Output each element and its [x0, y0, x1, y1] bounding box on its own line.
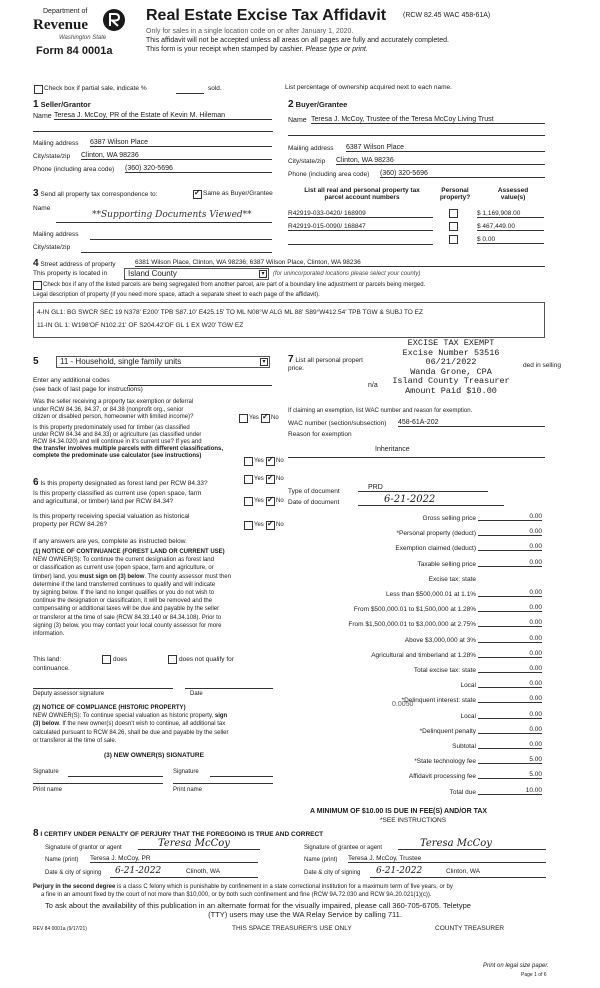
historic-yes-checkbox[interactable]	[244, 521, 253, 530]
does-not-checkbox[interactable]	[168, 655, 177, 664]
stamp-line-2: Excise Number 53516	[402, 347, 500, 358]
grantee-city-field[interactable]: Clinton, WA	[446, 868, 481, 875]
grantor-date-label: Date & city of signing	[45, 870, 102, 876]
boundary-checkbox[interactable]	[33, 281, 42, 290]
parcel-account-3[interactable]	[288, 236, 433, 245]
tax-row-value[interactable]: 0.00	[478, 528, 542, 536]
county-note: (for unincorporated locations please select your county)	[273, 271, 421, 277]
county-label: This property is located in	[33, 270, 108, 277]
additional-codes-note: (see back of last page for instructions)	[33, 386, 143, 393]
tax-row-label: Agricultural and timberland at 1.28%	[371, 652, 476, 659]
buyer-phone-field[interactable]: (360) 320-5696	[380, 170, 545, 178]
corr-city-label: City/state/zip	[33, 244, 71, 251]
treasurer-use-label: THIS SPACE TREASURER'S USE ONLY	[232, 925, 352, 932]
wac-field[interactable]: 458-61A-202	[398, 419, 545, 427]
notice-continuance: (1) NOTICE OF CONTINUANCE (FOREST LAND OR CURRENT USE) NEW OWNER(S): To continue the current designation as forest land or classification as current use (open space, farm and agriculture, or timber) land, you must sign on (3) below. The county assessor must then determine if the land transferred continues to qualify and will indicate by signing below. If the land no longer qualifies or you do not wish to continue the designation or classification, it will be removed and the compensating or additional taxes will be due and payable by the seller or transferor at the time of sale (RCW 84.33.140 or 84.34.108). Prior to signing (3) below, you may contact your local county assessor for more information.	[33, 549, 231, 638]
reason-label: Reason for exemption	[288, 431, 352, 438]
does-not-label: does not qualify for	[179, 656, 234, 663]
tax-row-label: Local	[460, 682, 476, 689]
accessibility-notice: To ask about the availability of this publication in an alternate format for the visually impaired, please call 360-705-6705. Teletype (TTY) users may use the WA Relay Service by calling 711.	[45, 901, 471, 919]
forest-no-label: No	[276, 476, 284, 482]
use-code-select[interactable]: 11 - Household, single family units ▾	[56, 356, 270, 368]
q1-yes-label: Yes	[249, 415, 259, 421]
perjury-notice: Perjury in the second degree is a class C felony which is punishable by confinement in a state correctional institution for a maximum term of five years, or by a fine in an amount fixed by the court of not more than $10,000, or by both such confinement and fine (RCW 9A.72.030 and RCW 9A.20.021(1)(c)).	[33, 884, 453, 898]
seller-mail-label: Mailing address	[33, 140, 79, 147]
new-owner-signature-title: (3) NEW OWNER(S) SIGNATURE	[104, 752, 204, 759]
corr-mail-label: Mailing address	[33, 231, 79, 238]
seller-heading: 1 Seller/Grantor	[33, 99, 91, 110]
stamp-line-3: 06/21/2022	[425, 357, 477, 367]
owner-signature-label-2: Signature	[173, 769, 199, 775]
forest-land-question: 6 Is this property designated as forest land per RCW 84.33?	[33, 477, 208, 488]
tax-row-value[interactable]: 0.00	[478, 543, 542, 551]
tax-row-value[interactable]: 0.00	[478, 635, 542, 643]
parcel-account-1[interactable]: R42919-033-0420/ 168909	[288, 210, 433, 218]
buyer-name-field[interactable]: Teresa J. McCoy, Trustee of the Teresa McCoy Living Trust	[311, 116, 545, 124]
tax-row-value[interactable]: 0.00	[478, 695, 542, 703]
partial-sold-label: sold.	[208, 85, 222, 92]
boundary-label: Check box if any of the listed parcels are being segregated from another parcel, are part of a boundary line adjustment or parcels being merged.	[43, 282, 426, 288]
parcel-value-3[interactable]: $ 0.00	[477, 236, 544, 244]
parcels-col1-header: List all real and personal property tax parcel account numbers	[304, 187, 420, 201]
tax-row-label: Taxable selling price	[417, 561, 476, 568]
tax-row-value[interactable]: 5.00	[478, 756, 542, 764]
header-note-3: This form is your receipt when stamped by cashier. Please type or print.	[146, 46, 368, 53]
stamp-line-5: Island County Treasurer	[392, 376, 510, 386]
forest-yes-label: Yes	[254, 476, 264, 482]
grantor-signature[interactable]: Teresa McCoy	[138, 838, 260, 850]
doc-date-label: Date of document	[288, 499, 340, 506]
doc-date-field[interactable]: 6-21-2022	[358, 494, 504, 506]
ownership-note: List percentage of ownership acquired next to each name.	[285, 84, 452, 91]
grantee-signature[interactable]: Teresa McCoy	[398, 838, 546, 850]
exemption-question: Was the seller receiving a property tax exemption or deferral under RCW 84.36, 84.37, or 84.38 (nonprofit org., senior citizen or disabled person, homeowner with limited income)?	[33, 399, 194, 420]
q2-no-checkbox[interactable]	[266, 457, 275, 466]
form-title: Real Estate Excise Tax Affidavit	[146, 7, 387, 24]
grantor-sig-label: Signature of grantor or agent	[45, 845, 122, 851]
tax-row-label: Affidavit processing fee	[408, 773, 476, 780]
parcel-personal-checkbox-2[interactable]	[449, 222, 458, 231]
tax-row-label: Exemption claimed (deduct)	[395, 545, 476, 552]
tax-row-value[interactable]: 0.00	[478, 680, 542, 688]
doc-type-field[interactable]: PRD	[358, 484, 488, 492]
timber-question: Is this property predominately used for timber (as classified under RCW 84.34 and 84.33) or agriculture (as classified under RCW 84.34.020) and will continue in it's current use? If yes and the transfer involves multiple parcels with different classifications, complete the predominate use calculator (see instructions)	[33, 425, 224, 459]
current-use-question: Is this property classified as current use (open space, farm and agricultural, or timber) land per RCW 84.34?	[33, 490, 202, 505]
grantee-date-field[interactable]: 6-21-2022	[376, 866, 423, 876]
tax-row-value[interactable]: 0.00	[478, 650, 542, 658]
minimum-due-note: A MINIMUM OF $10.00 IS DUE IN FEE(S) AND/OR TAX	[310, 808, 488, 815]
buyer-heading: 2 Buyer/Grantee	[288, 99, 348, 110]
certify-statement: 8 I CERTIFY UNDER PENALTY OF PERJURY THAT THE FOREGOING IS TRUE AND CORRECT	[33, 828, 324, 839]
tax-row-value[interactable]: 0.00	[478, 741, 542, 749]
buyer-city-label: City/state/zip	[288, 158, 326, 165]
legal-line-2: 11-IN GL 1: W198'OF N102.21' OF S204.42'OF GL 1 EX W20' TGW EZ	[37, 322, 244, 329]
does-label: does	[113, 656, 128, 663]
chevron-down-icon: ▾	[260, 358, 268, 366]
tax-row-label: *State technology fee	[414, 758, 476, 765]
forest-no-checkbox[interactable]	[266, 475, 275, 484]
tax-row-label: *Delinquent penalty	[419, 728, 476, 735]
seller-name-label: Name	[33, 113, 52, 120]
seller-city-label: City/state/zip	[33, 153, 71, 160]
tax-row-label: Total excise tax: state	[413, 667, 476, 674]
header-note-1: Only for sales in a single location code on or after January 1, 2020.	[146, 28, 354, 35]
legal-description-label: Legal description of property (if you need more space, attach a separate sheet to each page of the affidavit).	[33, 292, 320, 298]
tax-row-label: Gross selling price	[422, 515, 476, 522]
tax-row-label: From $500,000.01 to $1,500,000 at 1.28%	[353, 606, 476, 613]
historic-yes-label: Yes	[254, 522, 264, 528]
tax-row-value[interactable]: 0.00	[478, 559, 542, 567]
buyer-name-label: Name	[288, 117, 307, 124]
parcel-personal-checkbox-1[interactable]	[449, 209, 458, 218]
parcel-value-2[interactable]: $ 467,449.00	[477, 223, 544, 231]
grantor-name-field[interactable]: Teresa J. McCoy, PR	[90, 855, 258, 863]
buyer-mail-label: Mailing address	[288, 145, 334, 152]
historic-no-label: No	[276, 522, 284, 528]
tax-row-value[interactable]: 10.00	[478, 787, 542, 795]
seller-city-field[interactable]: Clinton, WA 98236	[81, 152, 272, 160]
current-use-yes-label: Yes	[254, 498, 264, 504]
correspondence-label: 3 Send all property tax correspondence to:	[33, 188, 158, 199]
wac-label: WAC number (section/subsection)	[288, 420, 387, 427]
personal-property-na: n/a	[368, 382, 378, 389]
legal-paper-note: Print on legal size paper.	[483, 963, 549, 969]
revenue-r-logo-icon	[102, 8, 126, 32]
this-land-label: This land:	[33, 656, 62, 663]
county-treasurer-label: COUNTY TREASURER	[435, 925, 505, 932]
parcels-col3-header: Assessed value(s)	[497, 187, 529, 201]
owner-print-label-2: Print name	[173, 787, 203, 793]
seller-mail-field[interactable]: 6387 Wilson Place	[90, 139, 272, 147]
current-use-no-checkbox[interactable]	[266, 497, 275, 506]
tax-row-value[interactable]: 0.00	[478, 726, 542, 734]
owner-print-label-1: Print name	[33, 787, 63, 793]
form-number: Form 84 0001a	[36, 45, 113, 57]
grantee-name-field[interactable]: Teresa J. McCoy, Trustee	[348, 855, 546, 863]
street-field[interactable]: 6381 Wilson Place, Clinton, WA 98236; 6387 Wilson Place, Clinton, WA 98236	[135, 259, 545, 267]
tax-row-value[interactable]: 0.00	[478, 513, 542, 521]
partial-sale-label: Check box if partial sale, indicate %	[44, 85, 147, 92]
section7-text: 7 List all personal propert price.	[288, 354, 363, 372]
if-yes-note: If any answers are yes, complete as instructed below.	[33, 538, 187, 545]
tax-row-label: Above $3,000,000 at 3%	[404, 637, 476, 644]
owner-signature-label-1: Signature	[33, 769, 59, 775]
tax-row-value[interactable]: 0.00	[478, 619, 542, 627]
logo-dept-line2: Revenue	[33, 17, 88, 33]
same-as-buyer-label: Same as Buyer/Grantee	[203, 190, 273, 197]
excise-stamp	[376, 339, 526, 396]
parcel-value-1[interactable]: $ 1,169,908.00	[477, 210, 544, 218]
tax-row-value[interactable]: 5.00	[478, 771, 542, 779]
exemption-claim-label: If claiming an exemption, list WAC number and reason for exemption.	[288, 408, 473, 414]
does-checkbox[interactable]	[102, 655, 111, 664]
supporting-docs-note: **Supporting Documents Viewed**	[92, 210, 252, 220]
parcels-col2-header: Personal property?	[439, 187, 471, 201]
seller-phone-field[interactable]: (360) 320-5696	[125, 165, 272, 173]
corr-name-label: Name	[33, 205, 51, 212]
tax-row-value[interactable]: 0.00	[478, 711, 542, 719]
tax-row-label: *Personal property (deduct)	[396, 530, 476, 537]
notice-compliance: (2) NOTICE OF COMPLIANCE (HISTORIC PROPERTY) NEW OWNER(S): To continue special valuation as historic property, sign (3) below. If the new owner(s) doesn't wish to continue, all additional tax calculated pursuant to RCW 84.26, shall be due and payable by the seller or transferor at the time of sale.	[33, 705, 229, 744]
seller-phone-label: Phone (including area code)	[33, 166, 115, 173]
legal-line-1: 4-IN GL1: BG SWCR SEC 19 N378' E200' TPB S87.10' E425.15' TO ML N08°W ALG ML 88' S89°W412.54' TPB TGW & SUBJ TO EZ	[37, 309, 423, 316]
revenue-logo	[33, 8, 125, 68]
buyer-city-field[interactable]: Clinton, WA 98236	[336, 157, 545, 165]
section5-number: 5	[33, 356, 39, 367]
deputy-signature-label: Deputy assessor signature	[33, 691, 105, 697]
buyer-phone-label: Phone (including area code)	[288, 171, 370, 178]
q2-yes-checkbox[interactable]	[244, 457, 253, 466]
parcel-account-2[interactable]: R42919-015-0090/ 168847	[288, 223, 433, 231]
partial-sale-checkbox[interactable]	[34, 85, 43, 94]
buyer-mail-field[interactable]: 6387 Wilson Place	[346, 144, 545, 152]
historic-no-checkbox[interactable]	[266, 521, 275, 530]
q1-yes-checkbox[interactable]	[239, 414, 248, 423]
tax-row-value[interactable]: 0.00	[478, 589, 542, 597]
page-number: Page 1 of 6	[521, 972, 547, 978]
parcel-personal-checkbox-3[interactable]	[449, 235, 458, 244]
current-use-yes-checkbox[interactable]	[244, 497, 253, 506]
grantee-sig-label: Signature of grantee or agent	[304, 845, 383, 851]
stamp-line-6: Amount Paid $10.00	[405, 385, 497, 396]
grantee-name-label: Name (print)	[304, 857, 338, 863]
form-rcw: (RCW 82.45 WAC 458-61A)	[403, 12, 491, 19]
see-instructions-note: *SEE INSTRUCTIONS	[380, 817, 447, 824]
doc-type-label: Type of document	[288, 488, 340, 495]
county-select[interactable]: Island County ▾	[124, 268, 269, 280]
continuance-label: continuance.	[33, 665, 70, 672]
chevron-down-icon: ▾	[259, 270, 267, 278]
header-note-2: This affidavit will not be accepted unless all areas on all pages are fully and accurately completed.	[146, 37, 449, 44]
stamp-line-1: EXCISE TAX EXEMPT	[407, 338, 495, 348]
tax-row-value[interactable]: 0.00	[478, 665, 542, 673]
q1-no-label: No	[271, 415, 279, 421]
tax-row-label: Less than $500,000.01 at 1.1%	[386, 591, 476, 598]
forest-yes-checkbox[interactable]	[244, 475, 253, 484]
grantor-city-field[interactable]: Clinoth, WA	[186, 868, 221, 875]
grantor-name-label: Name (print)	[45, 857, 79, 863]
current-use-no-label: No	[276, 498, 284, 504]
section7-text-end: ded in selling	[523, 362, 561, 369]
local-rate: 0.0050	[392, 701, 414, 708]
tax-row-label: Local	[460, 713, 476, 720]
same-as-buyer-checkbox[interactable]	[193, 190, 202, 199]
grantee-date-label: Date & city of signing	[304, 870, 361, 876]
legal-description-box[interactable]	[33, 302, 545, 338]
tax-row-value[interactable]: 0.00	[478, 604, 542, 612]
reason-field[interactable]: Inheritance	[375, 446, 410, 453]
tax-row-label: *Delinquent interest: state	[401, 697, 476, 704]
tax-row-label: Subtotal	[452, 743, 476, 750]
form-revision: REV 84 0001a (9/17/21)	[33, 926, 87, 932]
grantor-date-field[interactable]: 6-21-2022	[115, 866, 162, 876]
q2-no-label: No	[276, 458, 284, 464]
deputy-date-label: Date	[190, 691, 203, 697]
tax-row-label: Excise tax: state	[428, 576, 476, 583]
additional-codes-label: Enter any additional codes	[33, 377, 110, 384]
seller-name-field[interactable]: Teresa J. McCoy, PR of the Estate of Kevin M. Hileman	[54, 112, 272, 120]
street-label: 4 Street address of property	[33, 258, 116, 269]
stamp-line-4: Wanda Grone, CPA	[410, 366, 492, 377]
historic-question: Is this property receiving special valuation as historical property per RCW 84.26?	[33, 513, 190, 528]
q2-yes-label: Yes	[254, 458, 264, 464]
tax-row-label: From $1,500,000.01 to $3,000,000 at 2.75%	[348, 621, 476, 628]
q1-no-checkbox[interactable]	[261, 414, 270, 423]
logo-dept-line3: Washington State	[59, 35, 107, 41]
tax-row-label: Total due	[449, 789, 476, 796]
logo-dept-line1: Department of	[43, 8, 88, 15]
